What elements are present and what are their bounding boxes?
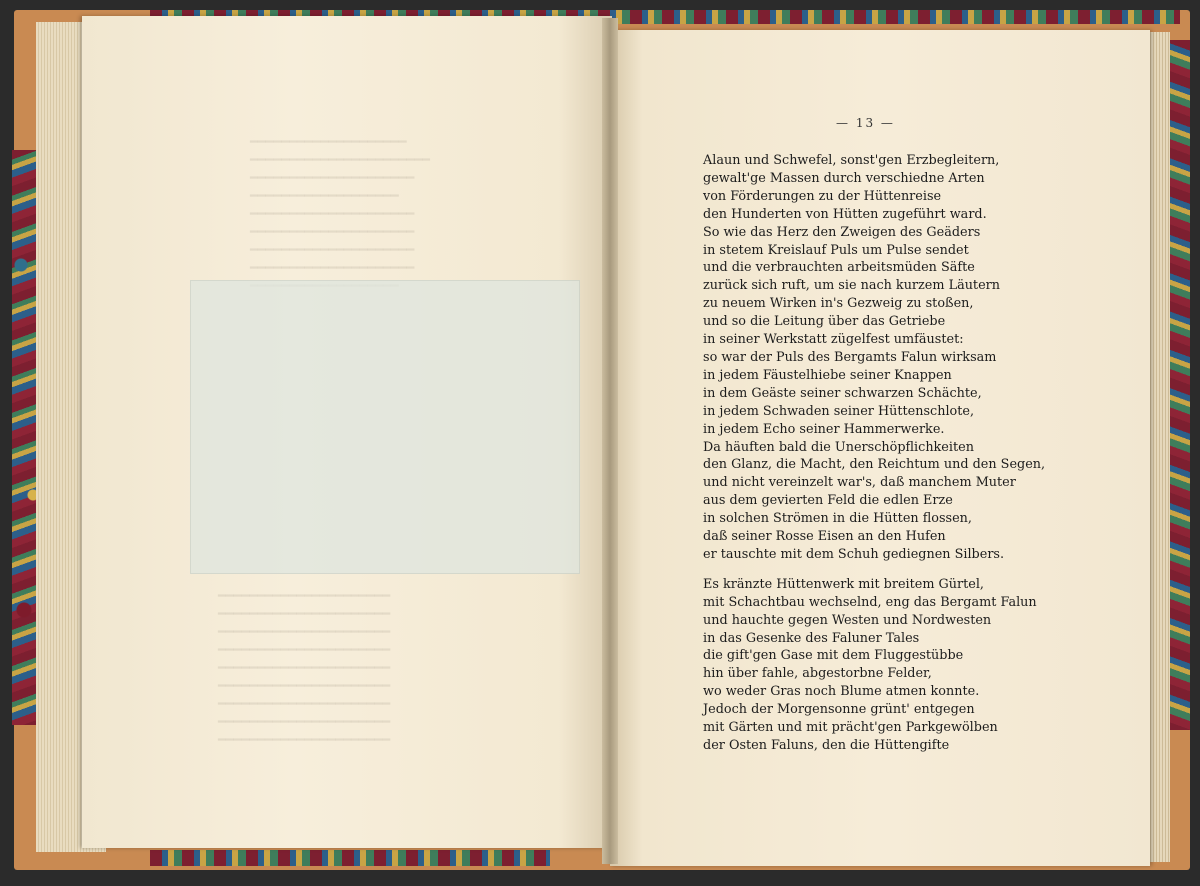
poem-line: den Glanz, die Macht, den Reichtum und den Segen, xyxy=(703,457,1046,473)
poem-line: gewalt'ge Massen durch verschiedne Arten xyxy=(703,170,985,186)
poem-line: in jedem Schwaden seiner Hüttenschlote, xyxy=(703,403,975,419)
poem-line: wo weder Gras noch Blume atmen konnte. xyxy=(703,684,980,700)
poem-line: mit Schachtbau wechselnd, eng das Bergamt Falun xyxy=(703,594,1037,610)
poem-line: in dem Geäste seiner schwarzen Schächte, xyxy=(703,385,982,401)
poem-line: und nicht vereinzelt war's, daß manchem Muter xyxy=(703,475,1016,491)
poem-line: in jedem Echo seiner Hammerwerke. xyxy=(703,421,945,437)
poem-line: hin über fahle, abgestorbne Felder, xyxy=(703,666,932,682)
poem-line: den Hunderten von Hütten zugeführt ward. xyxy=(703,206,987,222)
poem-line: und die verbrauchten arbeitsmüden Säfte xyxy=(703,260,975,276)
poem-line: Alaun und Schwefel, sonst'gen Erzbegleitern, xyxy=(703,153,1000,168)
page-number: — 13 — xyxy=(836,116,895,130)
poem-line: zurück sich ruft, um sie nach kurzem Läutern xyxy=(703,278,1001,294)
poem-stanza xyxy=(703,152,1046,564)
poem-line: Es kränzte Hüttenwerk mit breitem Gürtel, xyxy=(703,576,985,592)
poem-line: aus dem gevierten Feld die edlen Erze xyxy=(703,493,953,509)
poem-stanza xyxy=(703,576,1037,755)
poem-line: daß seiner Rosse Eisen an den Hufen xyxy=(703,529,946,545)
marbled-edge-bottom xyxy=(150,850,550,866)
poem-line: die gift'gen Gase mit dem Fluggestübbe xyxy=(703,648,964,664)
poem-line: in das Gesenke des Faluner Tales xyxy=(703,630,920,646)
poem-line: so war der Puls des Bergamts Falun wirksam xyxy=(703,349,997,365)
poem-line: und so die Leitung über das Getriebe xyxy=(703,314,946,330)
poem-line: Jedoch der Morgensonne grünt' entgegen xyxy=(703,702,975,718)
poem-line: in stetem Kreislauf Puls um Pulse sendet xyxy=(703,242,969,258)
poem-line: So wie das Herz den Zweigen des Geäders xyxy=(703,224,981,240)
bleed-through-illustration xyxy=(190,280,580,574)
poem-text xyxy=(703,152,1046,755)
poem-line: der Osten Faluns, den die Hüttengifte xyxy=(703,738,950,753)
poem-line: mit Gärten und mit prächt'gen Parkgewölben xyxy=(703,720,998,736)
poem-line: zu neuem Wirken in's Gezweig zu stoßen, xyxy=(703,296,974,312)
book-gutter xyxy=(602,18,618,864)
poem-line: Da häuften bald die Unerschöpflichkeiten xyxy=(703,439,974,455)
poem-line: in seiner Werkstatt zügelfest umfäustet: xyxy=(703,332,964,348)
poem-line: und hauchte gegen Westen und Nordwesten xyxy=(703,612,992,628)
bleed-through-text-top: ━━━━━━━━━━━━━━━━━━━━ ━━━━━━━━━━━━━━━━━━━━━━━ ━━━━━━━━━━━━━━━━━━━━━ ━━━━━━━━━━━━━━━━━━━ ━━━━━━━━━━━━━━━━━━━━━ ━━━━━━━━━━━━━━━━━━━━━ ━━━━━━━━━━━━━━━━━━━━━ ━━━━━━━━━━━━━━━━━━━━━ xyxy=(250,135,431,276)
bleed-through-text-bottom: ━━━━━━━━━━━━━━━━━━━━━━ ━━━━━━━━━━━━━━━━━━━━━━ ━━━━━━━━━━━━━━━━━━━━━━ ━━━━━━━━━━━━━━━━━━━━━━ ━━━━━━━━━━━━━━━━━━━━━━ ━━━━━━━━━━━━━━━━━━━━━━ ━━━━━━━━━━━━━━━━━━━━━━ ━━━━━━━━━━━━━━━━━━━━━━ ━━━━━━━━━━━━━━━━━━━━━━ xyxy=(218,589,391,748)
poem-line: in solchen Strömen in die Hütten flossen, xyxy=(703,511,972,527)
poem-line: von Förderungen zu der Hüttenreise xyxy=(703,188,942,204)
poem-line: er tauschte mit dem Schuh gediegnen Silbers. xyxy=(703,546,1005,562)
poem-line: in jedem Fäustelhiebe seiner Knappen xyxy=(703,367,952,383)
